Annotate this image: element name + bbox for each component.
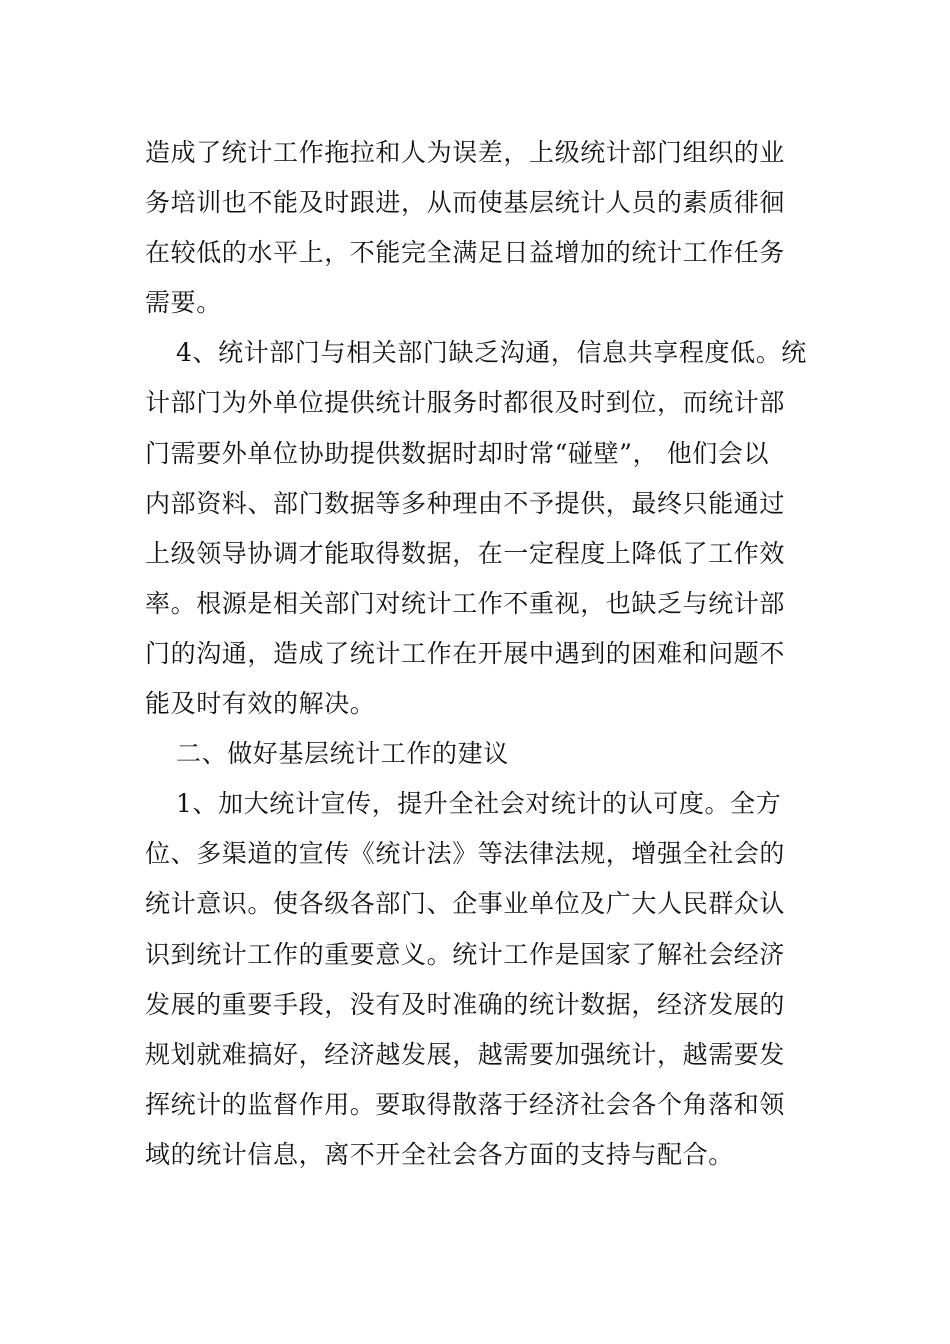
text-line-2: 务培训也不能及时跟进，从而使基层统计人员的素质徘徊 — [145, 188, 786, 218]
text-line-1: 造成了统计工作拖拉和人为误差，上级统计部门组织的业 — [145, 138, 786, 167]
text-line-9: 上级领导协调才能取得数据，在一定程度上降低了工作效 — [145, 538, 786, 568]
text-line-19: 规划就难搞好，经济越发展，越需要加强统计，越需要发 — [145, 1039, 786, 1069]
text-line-21: 域的统计信息，离不开全社会各方面的支持与配合。 — [145, 1139, 734, 1169]
paragraph-1-start: 1、加大统计宣传，提升全社会对统计的认可度。全方 — [176, 789, 782, 819]
body-text — [145, 128, 810, 1180]
text-line-10: 率。根源是相关部门对统计工作不重视，也缺乏与统计部 — [145, 588, 786, 618]
text-line-7: 门需要外单位协助提供数据时却时常“碰壁”， 他们会以 — [145, 438, 770, 468]
text-line-17: 识到统计工作的重要意义。统计工作是国家了解社会经济 — [145, 939, 786, 969]
text-line-3: 在较低的水平上，不能完全满足日益增加的统计工作任务 — [145, 238, 786, 268]
text-line-18: 发展的重要手段，没有及时准确的统计数据，经济发展的 — [145, 989, 786, 1019]
text-line-8: 内部资料、部门数据等多种理由不予提供，最终只能通过 — [145, 488, 786, 518]
text-line-15: 位、多渠道的宣传《统计法》等法律法规，增强全社会的 — [145, 839, 786, 869]
section-heading: 二、做好基层统计工作的建议 — [176, 739, 509, 769]
text-line-16: 统计意识。使各级各部门、企事业单位及广大人民群众认 — [145, 889, 786, 919]
text-line-11: 门的沟通，造成了统计工作在开展中遇到的困难和问题不 — [145, 638, 786, 668]
text-line-6: 计部门为外单位提供统计服务时都很及时到位，而统计部 — [145, 388, 786, 418]
text-line-4: 需要。 — [145, 288, 222, 318]
paragraph-4-start: 4、统计部门与相关部门缺乏沟通，信息共享程度低。统 — [176, 338, 807, 368]
text-line-12: 能及时有效的解决。 — [145, 689, 376, 719]
text-line-20: 挥统计的监督作用。要取得散落于经济社会各个角落和领 — [145, 1089, 786, 1119]
